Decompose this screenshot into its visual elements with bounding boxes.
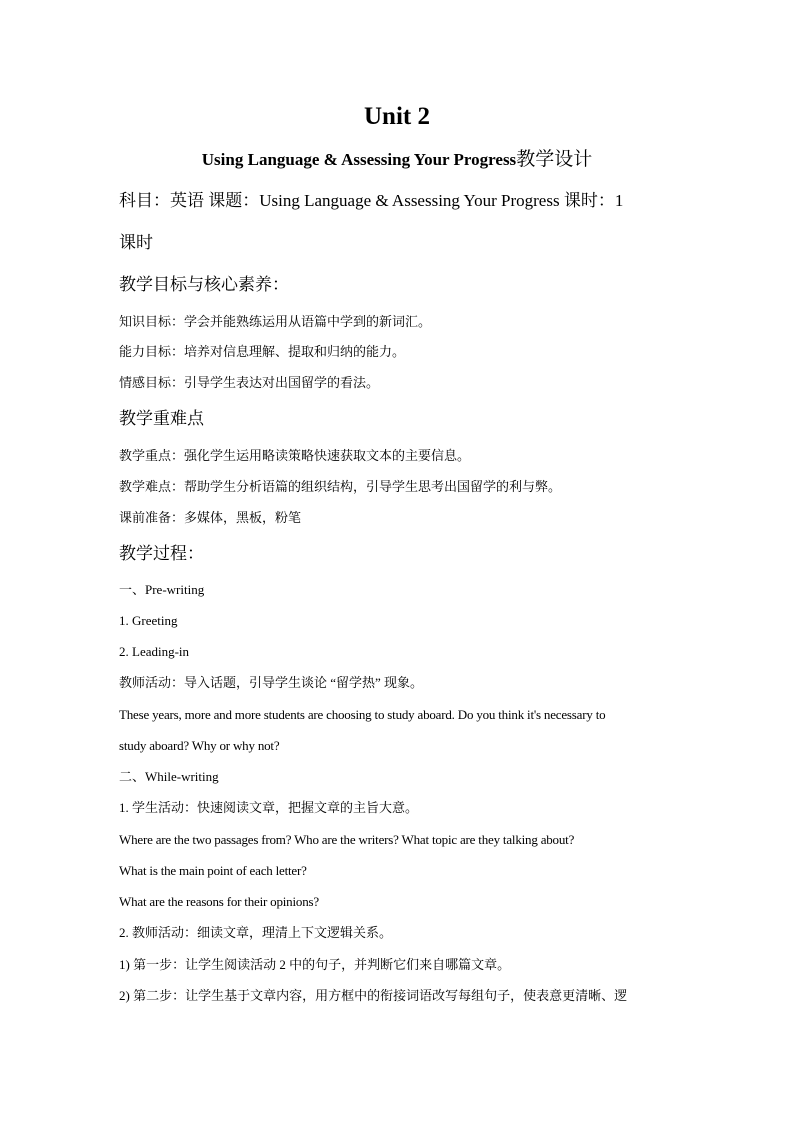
section-heading-goals: 教学目标与核心素养：: [119, 275, 289, 294]
subtitle-english: Using Language & Assessing Your Progress: [201, 150, 517, 169]
question-line-1: These years, more and more students are choosing to study aboard. Do you think it's necessary to: [119, 707, 606, 722]
section-heading-process: 教学过程：: [119, 544, 204, 563]
subtitle-chinese: 教学设计: [516, 149, 593, 170]
goal-knowledge: 知识目标：学会并能熟练运用从语篇中学到的新词汇。: [119, 314, 432, 329]
info-line-2: 课时: [119, 233, 153, 252]
document-subtitle: [0, 147, 794, 173]
sub-step-2: 2) 第二步：让学生基于文章内容，用方框中的衔接词语改写每组句子，使表意更清晰、逻: [119, 988, 628, 1003]
question-line-2: study aboard? Why or why not?: [119, 738, 280, 753]
step2-question-1: Where are the two passages from? Who are the writers? What topic are they talking about?: [119, 832, 575, 847]
difficult-point: 教学难点：帮助学生分析语篇的组织结构，引导学生思考出国留学的利与弊。: [119, 479, 562, 494]
preparation: 课前准备：多媒体，黑板，粉笔: [119, 510, 302, 525]
step2-heading: 二、While-writing: [119, 769, 219, 784]
step1-heading: 一、Pre-writing: [119, 582, 205, 597]
step2-item-student-activity: 1. 学生活动：快速阅读文章，把握文章的主旨大意。: [119, 800, 419, 815]
teacher-activity-1: 教师活动：导入话题，引导学生谈论 “留学热” 现象。: [119, 675, 424, 690]
goal-emotion: 情感目标：引导学生表达对出国留学的看法。: [119, 375, 380, 390]
step1-item-leading-in: 2. Leading-in: [119, 644, 190, 659]
section-heading-key-points: 教学重难点: [119, 409, 204, 428]
key-point: 教学重点：强化学生运用略读策略快速获取文本的主要信息。: [119, 448, 471, 463]
step2-question-2: What is the main point of each letter?: [119, 863, 307, 878]
sub-step-1: 1) 第一步：让学生阅读活动 2 中的句子，并判断它们来自哪篇文章。: [119, 957, 511, 972]
step1-item-greeting: 1. Greeting: [119, 613, 178, 628]
step2-question-3: What are the reasons for their opinions?: [119, 894, 319, 909]
goal-ability: 能力目标：培养对信息理解、提取和归纳的能力。: [119, 344, 406, 359]
step2-item-teacher-activity: 2. 教师活动：细读文章，理清上下文逻辑关系。: [119, 925, 393, 940]
info-line-1: 科目：英语 课题：Using Language & Assessing Your Progress 课时：1: [119, 191, 624, 210]
document-title: Unit 2: [364, 103, 430, 130]
